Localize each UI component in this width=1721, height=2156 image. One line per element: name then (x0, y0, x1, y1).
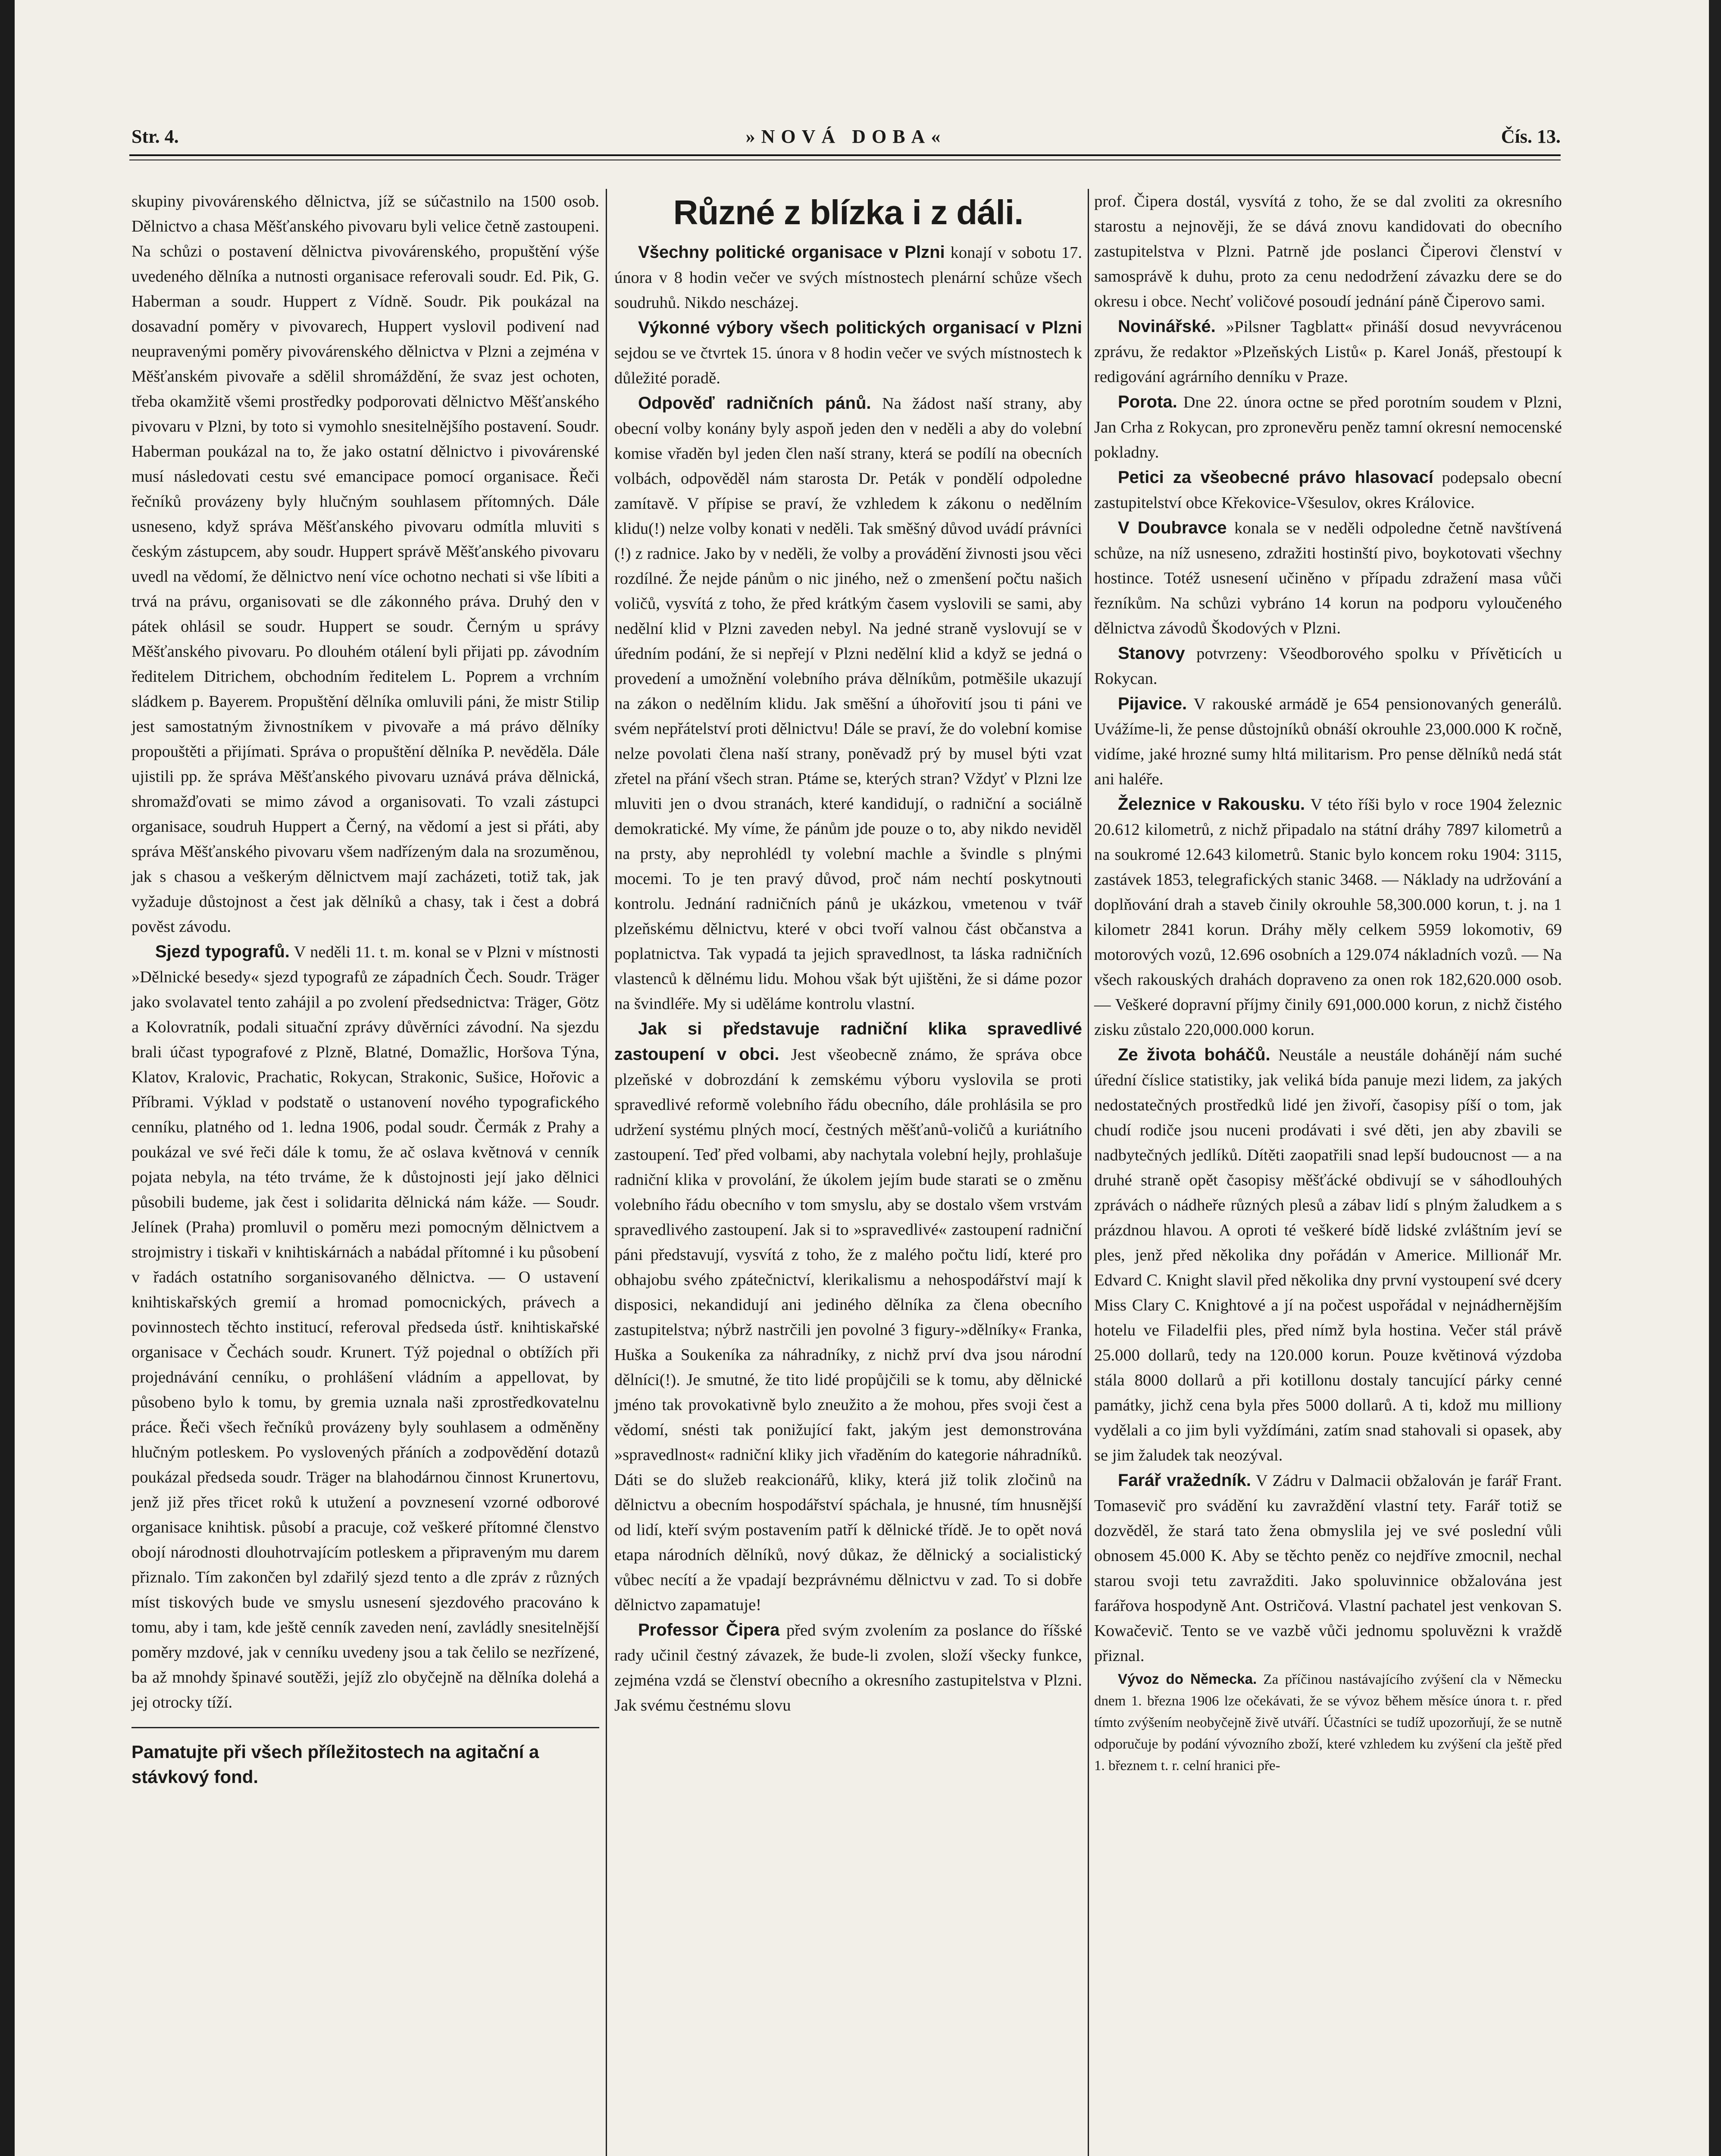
article-text: podepsalo obecní zastupitelství obce Křekovice-Všesulov, okres Královice. (1094, 469, 1562, 512)
article-text: konala se v neděli odpoledne četně navštívená schůze, na níž usneseno, zdražiti hostinští pivo, boykotovati všechny hostince. Totéž usnesení učiněno v případu zdražení masa vůči řezníkům. Na schůzi vybráno 14 korun na podporu vyloučeného dělnictva závodů Škodových v Plzni. (1094, 519, 1562, 637)
article-paragraph (614, 240, 1082, 315)
article-paragraph (1094, 389, 1562, 465)
page-number: Str. 4. (131, 126, 179, 147)
article-heading: Jak si představuje radniční klika spravedlivé zastoupení v obci. (614, 1019, 1082, 1064)
article-text: konají v sobotu 17. února v 8 hodin večer ve svých místnostech plenární schůze všech soudruhů. Nikdo nescházej. (614, 244, 1083, 312)
article-heading: Odpověď radničních pánů. (638, 394, 871, 413)
article-heading: Porota. (1118, 392, 1177, 411)
article-paragraph (1094, 1668, 1562, 1777)
article-text: sejdou se ve čtvrtek 15. února v 8 hodin večer ve svých místnostech k důležité poradě. (614, 344, 1082, 387)
article-paragraph (1094, 1468, 1562, 1668)
scan-edge-right (1709, 0, 1721, 2156)
article-paragraph (1094, 641, 1562, 691)
article-heading: Výkonné výbory všech politických organisací v Plzni (638, 318, 1082, 337)
article-text: V neděli 11. t. m. konal se v Plzni v místnosti »Dělnické besedy« sjezd typografů ze západních Čech. Soudr. Träger jako svolavatel tento zahájil a po zvolení předsednictva: Träger, Götz a Kolovratník, podali situační zprávy důvěrníci závodní. Na sjezdu brali účast typografové z Plzně, Blatné, Domažlic, Horšova Týna, Klatov, Kralovic, Prachatic, Rokycan, Strakonic, Sušice, Hořovic a Příbrami. Výklad v podstatě o ustanovení nového typografického cenníku, platného od 1. ledna 1906, podal soudr. Čermák z Prahy a poukázal ve své řeči dále k tomu, že ač oslava květnová v cenník pojata nebyla, na této trváme, že k důstojnosti její jako dělnici působili budeme, jak čest i solidarita dělnická nám káže. — Soudr. Jelínek (Praha) promluvil o poměru mezi pomocným dělnictvem a strojmistry i tiskaři v knihtiskárnách a nabádal přítomné i ku působení v řadách ostatního sorganisovaného dělnictva. — O ustavení knihtiskařských gremií a hromad pomocnických, právech a povinnostech těchto institucí, referoval předseda ústř. knihtiskařské organisace v Čechách soudr. Krunert. Týž pojednal o obtížích při projednávání cenníku, o prohlášení vládním a appellovat, by působeno bylo k tomu, by gremia uznala naši zprostředkovatelnu práce. Řeči všech řečníků provázeny byly souhlasem a odměněny hlučným potleskem. Po vyslovených přáních a zodpovědění dotazů poukázal předseda soudr. Träger na blahodárnou činnost Krunertovu, jenž již přes třicet roků k utužení a povznesení vzorné odborové organisace knihtisk. působí a pracuje, což veškeré přítomné členstvo obojí národnosti dlouhotrvajícím potleskem a připraveným mu darem přiznalo. Tím zakončen byl zdařilý sjezd tento a dle zpráv z různých míst tiskových bude ve smyslu usnesení sjezdového pracováno k tomu, aby i tam, kde ještě cenník zaveden není, zavládly snesitelnější poměry mzdové, jak v cenníku uvedeny jsou a tak čelilo se nezřízené, ba až mnohdy špinavé soutěži, jejíž zlo obyčejně na dělníka dolehá a jej otrocky tíží. (131, 943, 599, 1711)
article-text: Dne 22. února octne se před porotním soudem v Plzni, Jan Crha z Rokycan, pro zpronevěru peněz tamní okresní nemocenské pokladny. (1094, 393, 1562, 461)
article-paragraph (1094, 314, 1562, 389)
article-text: Na žádost naší strany, aby obecní volby konány byly aspoň jeden den v neděli a aby do volební komise vřaděn byl jeden člen naší strany, která se podílí na obecních volbách, odpověděl nám starosta Dr. Peták v pondělí odpoledne zamítavě. V přípise se praví, že vzhledem k zákonu o nedělním klidu(!) nelze volby konati v neděli. Tak směšný důvod uvádí právníci (!) z radnice. Jako by v neděli, že volby a provádění živnosti jsou věci rozdílné. Že nejde pánům o nic jiného, než o zmenšení počtu našich voličů, vysvítá z toho, že před krátkým časem vyslovili se sami, aby nedělní klid v Plzni zaveden nebyl. Na jedné straně vyslovují se v úředním podání, že si nepřejí v Plzni nedělní klid a když se jedná o provedení a umožnění volebního práva dělníkům, potměšile ukazují na zákon o nedělním klidu. Jak směšní a úhořovití jsou ti páni ve svém nepřátelství proti dělnictvu! Dále se praví, že do volební komise nelze povolati člena naší strany, poněvadž prý by musel býti vzat zřetel na přání všech stran. Ptáme se, kterých stran? Vždyť v Plzni lze mluviti jen o dvou stranách, které kandidují, o radniční a sociálně demokratické. My víme, že pánům jde pouze o to, aby nikdo neviděl na prsty, aby neprohlédl ty volební machle a švindle s plnými mocemi. To je ten pravý důvod, proč nám nechtí poskytnouti kontrolu. Jednání radničních pánů je ukázkou, vmetenou v tvář plzeňskému dělnictvu, které v obci tvoří valnou část občanstva a poplatnictva. Tak vypadá ta jejich spravedlnost, ta láska radničních vlastenců k dělnému lidu. Mohou však být ujištěni, že si dáme pozor na švindléře. My si uděláme kontrolu vlastní. (614, 395, 1083, 1013)
article-text: V rakouské armádě je 654 pensionovaných generálů. Uvážíme-li, že pense důstojníků obnáší okrouhle 23,000.000 K ročně, vidíme, jaké hrozné sumy hltá militarism. Pro pense dělníků nedá stát ani haléře. (1094, 695, 1562, 788)
article-heading: Novinářské. (1118, 317, 1216, 336)
article-paragraph (1094, 515, 1562, 641)
article-heading: Farář vražedník. (1118, 1471, 1251, 1490)
scan-edge-left (0, 0, 15, 2156)
article-heading: Stanovy (1118, 644, 1185, 663)
article-text: »Pilsner Tagblatt« přináší dosud nevyvrácenou zprávu, že redaktor »Plzeňských Listů« p. Karel Jonáš, přestoupí k redigování agrárního denníku v Praze. (1094, 318, 1562, 386)
article-paragraph (614, 315, 1082, 391)
article-paragraph (614, 1617, 1082, 1718)
article-text: potvrzeny: Všeodborového spolku v Přívěticích u Rokycan. (1094, 645, 1562, 688)
divider (131, 1727, 599, 1728)
article-paragraph (614, 1016, 1082, 1617)
article-heading: Petici za všeobecné právo hlasovací (1118, 468, 1433, 487)
column-3 (1094, 189, 1562, 1777)
newspaper-title: »NOVÁ DOBA« (745, 126, 947, 147)
column-1 (131, 189, 599, 1789)
article-heading: Vývoz do Německa. (1118, 1671, 1257, 1687)
article-heading: Ze života boháčů. (1118, 1045, 1270, 1064)
column-2 (614, 189, 1082, 1718)
article-paragraph (1094, 691, 1562, 792)
article-heading: Železnice v Rakousku. (1118, 795, 1305, 814)
article-heading: Pijavice. (1118, 694, 1187, 713)
article-heading: V Doubravce (1118, 518, 1227, 537)
article-text: Za příčinou nastávajícího zvýšení cla v Německu dnem 1. března 1906 lze očekávati, že se vývoz během měsíce února t. r. před tímto zvýšením neobyčejně živě utváří. Účastníci se tudíž upozorňují, že se nutně odporučuje by podání vývozního zboží, které vzhledem ku zvýšení cla ještě před 1. březnem t. r. celní hranici pře- (1094, 1672, 1562, 1774)
article-text: Jest všeobecně známo, že správa obce plzeňské v dobrozdání k zemskému výboru vyslovila se proti spravedlivé reformě volebního řádu obecního, dále prohlásila se pro udržení systému plných mocí, čestných měšťanů-voličů a kuriátního zastoupení. Teď před volbami, aby nachytala volební hejly, prohlašuje radniční klika v provolání, že úkolem jejím bude starati se o změnu volebního řádu obecního v tom smyslu, aby se dostalo všem vrstvám spravedlivého zastoupení. Jak si to »spravedlivé« zastoupení radniční páni představují, vysvítá z toho, že z malého počtu lidí, které pro obhajobu svého zpátečnictví, klerikalismu a nehospodářství mají k disposici, nekandidují ani jediného dělníka za člena obecního zastupitelstva; nýbrž nastrčili jen povolné 3 figury-»dělníky« Franka, Huška a Soukeníka za náhradníky, z nichž prví dva jsou národní dělníci(!). Je smutné, že tito lidé propůjčili se k tomu, aby dělnické jméno tak provokativně bylo zneužito a že mohou, přes svoji čest a vědomí, snésti tak ponižující fakt, jakým jest demonstrována »spravedlnost« radniční kliky jich vřaděním do kategorie náhradníků. Dáti se do služeb reakcionářů, kliky, která již tolik zločinů na dělnictvu a obecním hospodářství spáchala, je hnusné, tím hnusnější od lidí, kteří svým postavením patří k dělnické třídě. Je to opět nová etapa národních dělníků, nový důkaz, že dělnický a socialistický vůbec necítí a že vpadají bezprávnému dělnictvu v zad. To si dobře dělnictvo zapamatuje! (614, 1046, 1082, 1614)
article-text: před svým zvolením za poslance do říšské rady učinil čestný závazek, že bude-li zvolen, složí všecky funkce, zejména vzdá se členství obecního a okresního zastupitelstva v Plzni. Jak svému čestnému slovu (614, 1621, 1083, 1714)
page-header (131, 124, 1561, 154)
article-text: Neustále a neustále dohánějí nám suché úřední číslice statistiky, jak veliká bída panuje mezi lidem, za jakých nedostatečných prostředků lidé jen živoří, časopisy píší o tom, jak chudí rodiče jsou nuceni prodávati i své děti, jen aby zbavili se nadbytečných jedlíků. Dítěti zaopatřili snad lepší budoucnost — a na druhé straně opět časopisy měšťácké obdivují se v sáhodlouhých zprávách o nádheře různých plesů a zábav lidí s plným žaludkem a s prázdnou hlavou. A oproti té veškeré bídě lidské zvláštním jeví se ples, jenž před několika dny pořádán v Americe. Millionář Mr. Edvard C. Knight slavil před několika dny první vystoupení své dcery Miss Clary C. Knightové a jí na počest uspořádal v nejnádhernějším hotelu ve Filadelfii ples, před nímž byla hostina. Večer stál právě 25.000 dollarů, tedy na 120.000 korun. Pouze květinová výzdoba stála 8000 dollarů a při kotillonu dostaly tancující párky cenné památky, jichž cena byla přes 5000 dollarů. A ti, kdož mu milliony vydělali a co jim byli vyždímáni, zatím snad stahovali si opasek, aby se jim žaludek tak neozýval. (1094, 1046, 1562, 1464)
column-divider (606, 189, 607, 2156)
header-rule (129, 154, 1561, 160)
section-title: Různé z blízka i z dáli. (673, 193, 1023, 232)
article-paragraph (1094, 792, 1562, 1042)
column-divider (1088, 189, 1089, 2156)
agitation-fund-note: Pamatujte při všech příležitostech na agitační a stávkový fond. (131, 1742, 539, 1787)
article-heading: Sjezd typografů. (155, 942, 290, 961)
article-heading: Professor Čipera (638, 1620, 780, 1639)
article-paragraph: skupiny pivovárenského dělnictva, jíž se súčastnilo na 1500 osob. Dělnictvo a chasa Měšťanského pivovaru byli velice četně zastoupeni. Na schůzi o postavení dělnictva pivovárenského, propuštění výše uvedeného dělníka a nutnosti organisace referovali soudr. Ed. Pik, G. Haberman a soudr. Huppert z Vídně. Soudr. Pik poukázal na dosavadní poměry v pivovarech, Huppert vyslovil podivení nad neupravenými poměry pivovárenského dělnictva v Plzni a zejména v Měšťanském pivovaře a sdělil shromáždění, že svaz jest ochoten, třeba okamžitě všemi prostředky podporovati dělnictvo Měšťanského pivovaru v Plzni, by toto si vymohlo snesitelnějšího postavení. Soudr. Haberman poukázal na to, že jako ostatní dělnictvo i pivovárenské musí následovati cestu své emancipace pomocí organisace. Řeči řečníků provázeny byly hlučným souhlasem přítomných. Dále usneseno, když správa Měšťanského pivovaru odmítla mluviti s českým zástupcem, aby soudr. Huppert správě Měšťanského pivovaru uvedl na vědomí, že dělnictvo není více ochotno nechati si vše líbiti a trvá na právu, organisovati se dle zákonného práva. Druhý den v pátek ohlásil se soudr. Huppert se soudr. Černým u správy Měšťanského pivovaru. Po dlouhém otálení byli přijati pp. závodním ředitelem Ditrichem, obchodním ředitelem L. Poprem a vrchním sládkem p. Bayerem. Propuštění dělníka omluvili páni, že mistr Stilip jest samostatným živnostníkem v pivovaře a má právo dělníky propouštěti a přijímati. Správa o propuštění dělníka P. nevěděla. Dále ujistili pp. že správa Měšťanského pivovaru uznává práva dělnická, shromažďovati se mimo závod a organisovati. To vzali zástupci organisace, soudruh Huppert a Černý, na vědomí a jest si přáti, aby správa Měšťanského pivovaru všem nadřízeným dala na srozuměnou, jak s chasou a veškerým dělnictvem mají zacházeti, totiž tak, jak vyžaduje důstojnost a čest jak dělníků a chasy, tak i čest a dobrá pověst závodu. (131, 192, 599, 936)
article-paragraph (1094, 1042, 1562, 1468)
issue-number: Čís. 13. (1501, 126, 1561, 147)
article-text: V Zádru v Dalmacii obžalován je farář Frant. Tomasevič pro svádění ku zavraždění vlastní tety. Farář totiž se dozvěděl, že stará tato žena obmyslila jej ve své poslední vůli obnosem 45.000 K. Aby se těchto peněz co nejdříve zmocnil, nechal starou svoji tetu zavražditi. Jako spoluvinnice obžalována jest farářova hospodyně Ant. Ostričová. Vlastní pachatel jest venkovan S. Kowačevič. Tento se ve vazbě vůči jednomu spoluvězni k vraždě přiznal. (1094, 1472, 1562, 1665)
article-paragraph: prof. Čipera dostál, vysvítá z toho, že se dal zvoliti za okresního starostu a nejnověji, že se dává znovu kandidovati do obecního zastupitelstva v Plzni. Patrně jde poslanci Čiperovi členství v samosprávě k duhu, proto za cenu nedodržení závazku dere se do okresu i obce. Nechť voličové posoudí jednání páně Čiperovo sami. (1094, 192, 1562, 310)
article-paragraph (614, 391, 1082, 1016)
article-text: V této říši bylo v roce 1904 železnic 20.612 kilometrů, z nichž připadalo na státní dráhy 7897 kilometrů a na soukromé 12.643 kilometrů. Stanic bylo koncem roku 1904: 3115, zastávek 1853, telegrafických stanic 3468. — Náklady na udržování a doplňování drah a staveb činily okrouhle 58,300.000 korun, t. j. na 1 kilometr 2841 korun. Dráhy měly celkem 5959 lokomotiv, 69 motorových vozů, 12.696 osobních a 129.074 nákladních vozů. — Na všech rakouských drahách dopraveno za onen rok 182,620.000 osob. — Veškeré dopravní příjmy činily 691,000.000 korun, z nichž čistého zisku zůstalo 220,000.000 korun. (1094, 796, 1562, 1039)
article-heading: Všechny politické organisace v Plzni (638, 243, 945, 262)
article-paragraph (131, 939, 599, 1715)
article-paragraph (1094, 465, 1562, 515)
